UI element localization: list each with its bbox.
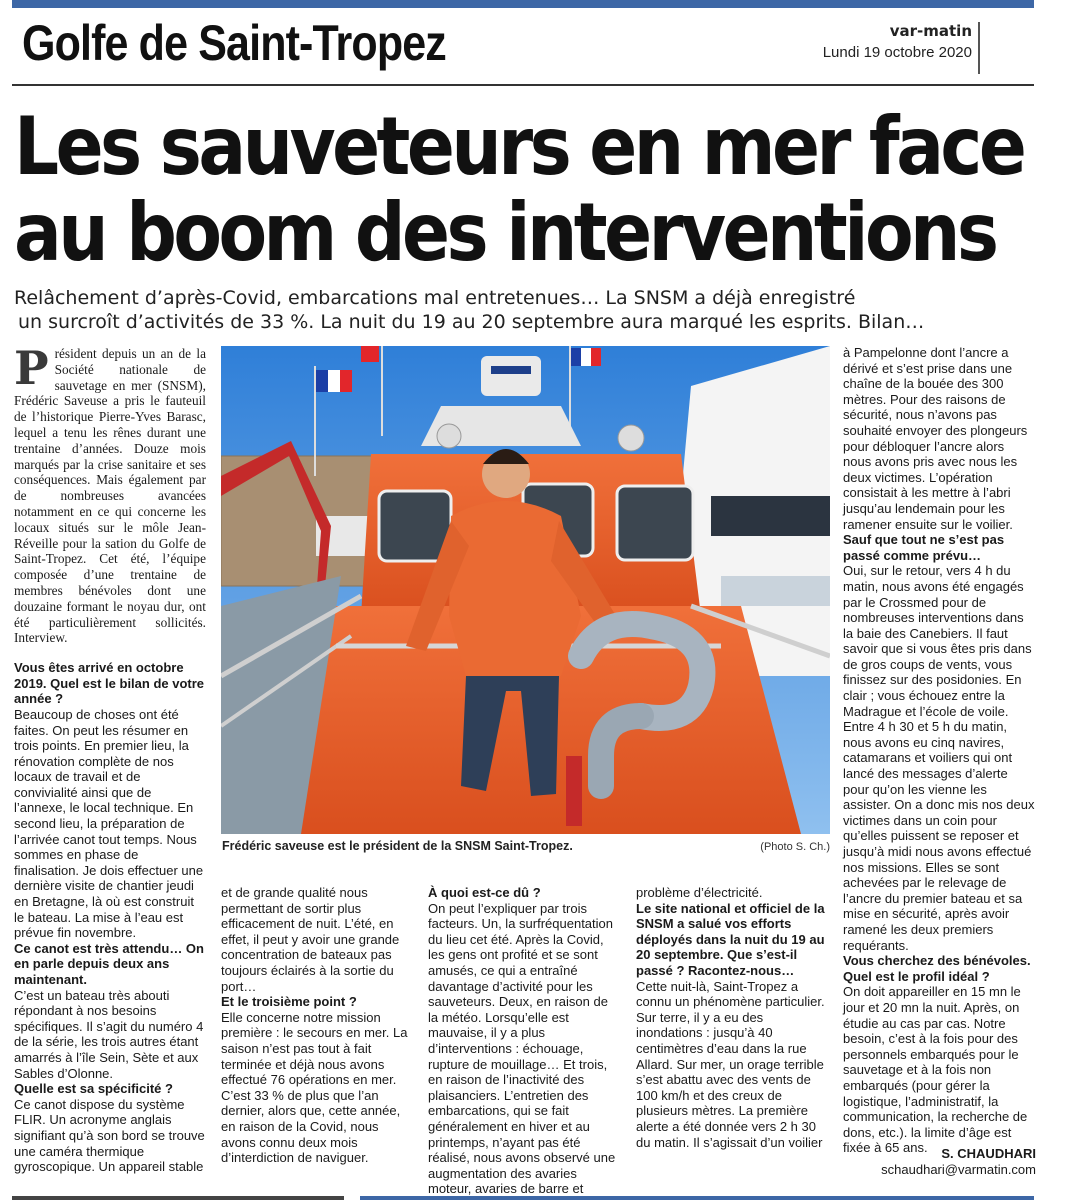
article-column-1 xyxy=(14,341,206,1175)
deck-subtitle xyxy=(14,286,1054,334)
footer-rule-left xyxy=(12,1196,344,1200)
publication-date: Lundi 19 octobre 2020 xyxy=(822,44,972,61)
answer: C’est un bateau très abouti répondant à nos besoins spécifiques. Il s’agit du numéro 4 de la série, les trois autres étant amarrés à l’île Sein, Sète et aux Sables d’Olonne. xyxy=(14,987,204,1081)
headline xyxy=(14,100,1024,279)
answer: On peut l’expliquer par trois facteurs. Un, la surfréquentation du lieu cet été. Après la Covid, les gens ont profité et se sont amusés, ce qui a entraîné davantage d’activité pour les sauveteurs. Deux, en raison de la météo. Lorsqu’elle est mauvaise, il y a plus d’interventions : échouage, rupture de mouillage… Et trois, en raison de l’inactivité des plaisanciers. L’entretien des embarcations, qui se fait généralement en hiver et au printemps, n’ayant pas été réalisé, nous avons observé une augmentation des avaries moteur, avaries de barre et xyxy=(428,900,616,1197)
answer: Oui, sur le retour, vers 4 h du matin, nous avons été engagés par le Crossmed pour de nombreuses interventions dans la baie des Canebiers. Il faut savoir que si vous êtes pris dans de gros coups de vents, vous finissez sur des posidonies. En clair ; vous échouez entre la Madrague et l’école de voile. Entre 4 h 30 et 5 h du matin, nous avons eu cinq navires, catamarans et voiliers qui ont lancé des messages d’alerte pour qu’on les vienne les assister. On a donc mis nos deux victimes dans un coin pour qu’elles puissent se reposer et jusqu’à midi nous avons effectué nos missions. Elles se sont achevées par le relevage de l’ancre du premier bateau et sa mise en sécurité, après avoir ramené les deux premiers requérants. xyxy=(843,563,1035,953)
rescue-boat-illustration xyxy=(221,346,830,834)
answer: Beaucoup de choses ont été faites. On peut les résumer en trois points. En premier lieu, la rénovation complète de nos locaux de travail et de convivialité ainsi que de l’annexe, le local technique. En second lieu, la préparation de l’arrivée canot tout temps. Nous sommes en phase de finalisation. Je dois effectuer une dernière visite de chantier jeudi en Bretagne, là où est construit le bateau. La mise à l’eau est prévue fin novembre. xyxy=(14,706,204,941)
headline-line-1: Les sauveteurs en mer face xyxy=(14,100,1024,193)
newspaper-brand: var-matin xyxy=(889,22,972,40)
author-email[interactable]: schaudhari@varmatin.com xyxy=(881,1162,1036,1177)
answer: Ce canot dispose du système FLIR. Un acronyme anglais signifiant qu’à son bord se trouve une caméra thermique gyroscopique. Un appareil stable xyxy=(14,1096,205,1175)
byline xyxy=(860,1146,1036,1178)
answer: Cette nuit-là, Saint-Tropez a connu un phénomène particulier. Sur terre, il y a eu des inondations : jusqu’à 40 centimètres d’eau dans la rue Allard. Sur mer, un orage terrible s’est abattu avec des vents de 100 km/h et des creux de plusieurs mètres. La première alerte a été donnée vers 2 h 30 du matin. Il s’agissait d’un voilier xyxy=(636,978,825,1150)
photo-caption: Frédéric saveuse est le président de la SNSM Saint-Tropez. xyxy=(222,839,573,853)
answer-continued: problème d’électricité. xyxy=(636,885,763,900)
author-name: S. CHAUDHARI xyxy=(941,1146,1036,1161)
masthead-divider xyxy=(978,22,980,74)
footer-rule-right xyxy=(360,1196,1034,1200)
question: Vous êtes arrivé en octobre 2019. Quel est le bilan de votre année ? xyxy=(14,660,205,707)
answer-continued: et de grande qualité nous permettant de sortir plus efficacement de nuit. L’été, en effet, il peut y avoir une grande concentration de bateaux pas toujours éclairés à la sortie du port… xyxy=(221,885,400,994)
article-column-3 xyxy=(428,885,620,1197)
question: Quelle est sa spécificité ? xyxy=(14,1081,173,1097)
top-accent-bar xyxy=(12,0,1034,8)
masthead xyxy=(823,22,972,61)
answer: On doit appareiller en 15 mn le jour et 20 mn la nuit. Après, on étudie au cas par cas. Notre besoin, c’est à la fois pour des personnels embarqués pour le sauvetage et à la fois non embarqués (pour gérer la logistique, l’administratif, la communication, la recherche de dons, etc.). la limite d’âge est fixée à 65 ans. xyxy=(843,984,1028,1156)
qa-block-1 xyxy=(14,660,206,1175)
question: Et le troisième point ? xyxy=(221,994,357,1010)
headline-line-2: au boom des interventions xyxy=(14,186,996,279)
section-title: Golfe de Saint-Tropez xyxy=(22,15,446,71)
question: Vous cherchez des bénévoles. Quel est le profil idéal ? xyxy=(843,953,1031,984)
article-column-5 xyxy=(843,345,1035,1156)
deck-line-2: un surcroît d’activités de 33 %. La nuit du 19 au 20 septembre aura marqué les esprits. Bilan… xyxy=(18,311,925,333)
article-column-4 xyxy=(636,885,828,1150)
header-rule xyxy=(12,84,1034,86)
article-photo xyxy=(221,346,830,834)
answer-continued: à Pampelonne dont l’ancre a dérivé et s’est prise dans une chaîne de la bouée des 300 mètres. Pour des raisons de sécurité, nous n’avons pas souhaité envoyer des plongeurs pour débloquer l’ancre alors nous avons pris avec nous les deux victimes. L’opération consistait à les mettre à l’abri jusqu’au lendemain pour les ramener ensuite sur le voilier. xyxy=(843,345,1028,532)
photo-credit: (Photo S. Ch.) xyxy=(760,841,830,853)
question: À quoi est-ce dû ? xyxy=(428,885,541,900)
question: Sauf que tout ne s’est pas passé comme prévu… xyxy=(843,532,1005,563)
article-column-2 xyxy=(221,885,413,1166)
question: Ce canot est très attendu… On en parle depuis deux ans maintenant. xyxy=(14,940,204,988)
intro-text: résident depuis un an de la Société nationale de sauvetage en mer (SNSM), Frédéric Saveuse a pris le fauteuil de l’historique Pierre-Yves Barasc, lequel a tenu les rênes durant une trentaine d’années. Douze mois marqués par la crise sanitaire et ses conséquences. Mais également par de nombreuses avancées notamment en ce qui concerne les locaux situés sur le môle Jean-Réveille pour la sation du Golfe de Saint-Tropez. Cet été, l’équipe composée d’une trentaine de membres bénévoles dont une douzaine formant le noyau dur, ont été particulièrement sollicités. Interview. xyxy=(14,346,206,646)
drop-cap: P xyxy=(14,341,49,395)
intro-paragraph xyxy=(14,341,206,646)
question: Le site national et officiel de la SNSM a salué vos efforts déployés dans la nuit du 19 au 20 septembre. Que s’est-il passé ? Racontez-nous… xyxy=(636,900,825,978)
answer: Elle concerne notre mission première : le secours en mer. La saison n’est pas tout à fait terminée et déjà nous avons effectué 76 opérations en mer. C’est 33 % de plus que l’an dernier, alors que, cette année, en raison de la Covid, nous avons connu deux mois d’interdiction de naviguer. xyxy=(221,1009,408,1166)
deck-line-1: Relâchement d’après-Covid, embarcations mal entretenues… La SNSM a déjà enregistré xyxy=(14,287,856,309)
